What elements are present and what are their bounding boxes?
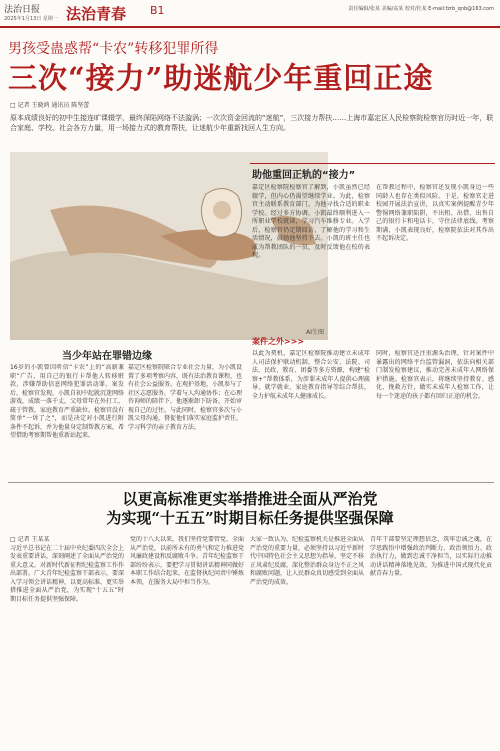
article-byline: □ 记者 王晓鸿 通讯员 陈坚蕾	[10, 102, 90, 109]
article-lead: 原本成绩良好的初中生接连旷课辍学，最终深陷网络不法漩涡；一次次资金回流的“迷航”，三次接力帮扶……上海市嘉定区人民检察院检察官历时近一年，联合家庭、学校、社会各方力量，用一场接力式的教育帮扶，让迷航少年重新找回人生方向。	[10, 114, 494, 132]
body-column: 以此为契机，嘉定区检察院推动建立未成年人司法保护联动机制，整合公安、法院、司法、民政、教育、团委等多方资源，构建“检察+”帮教体系，为涉罪未成年人提供心理疏导、就学就业、家庭教育指导等综合帮扶，全力护航未成年人健康成长。	[252, 350, 370, 400]
editor-credits: 责任编辑/张某 美编/高某 校对/杜某 E-mail:fzrb_qnb@163.com	[348, 6, 494, 12]
body-column: 大家一致认为，纪检监察机关是推进全面从严治党的重要力量，必须坚持以习近平新时代中国特色社会主义思想为指导，坚定不移正风肃纪反腐，深化整治群众身边不正之风和腐败问题，让人民群众真切感受到全面从严治党的成效。	[250, 536, 364, 586]
issue-date: 2025年1月13日 星期一	[4, 16, 58, 22]
article-kicker: 男孩受蛊惑帮“卡农”转移犯罪所得	[8, 41, 219, 57]
case-tag: 案件之外>>>	[252, 337, 305, 346]
subhead-right: 助他重回正轨的“接力”	[252, 170, 356, 181]
body-column: 青年干部要坚定理想信念，筑牢忠诚之魂，在学思践悟中增强政治判断力、政治领悟力、政治执行力，做到忠诚干净担当，以实际行动推动讲话精神落地见效，为推进中国式现代化贡献青春力量。	[370, 536, 492, 577]
body-column: 同时，检察官还注重源头治理，针对案件中暴露出的网络平台监管漏洞，依法向相关部门制发检察建议，推动完善未成年人网络保护措施。检察官表示，将继续坚持教育、感化、挽救方针，做实未成年人检察工作，让每一个迷途的孩子都有回归正途的机会。	[376, 350, 494, 400]
body-column: 16岁的小凯曾因听信“卡农”上的“高薪兼职”广告，用自己的银行卡帮他人转移赃款，涉嫌帮助信息网络犯罪活动罪。案发后，检察官发现，小凯自初中起就沉迷网络游戏，成绩一落千丈，父母常年在外打工，疏于管教，家庭教育严重缺位。检察官没有简单“一诉了之”，而是决定对小凯进行附条件不起诉，并为他量身定制帮教方案，希望借助考察期帮他重新站起来。	[10, 364, 124, 439]
masthead: 法治日报	[4, 5, 41, 15]
section-name: 法治青春	[66, 5, 127, 23]
body-column: 嘉定区检察院联合专业社会力量，为小凯设置了多项考察内容，既有法治教育课程，也有社会公益服务。在观护基地，小凯参与了社区志愿服务，学着与人沟通协作；在心理咨询师的陪伴下，他逐渐卸下防备，开始审视自己的过往。与此同时，检察官多次与小凯父母沟通，督促他们落实家庭监护责任，学习科学的亲子教育方法。	[128, 364, 242, 431]
body-column: 嘉定区检察院检察官了解到，小凯虽然已经辍学，但内心仍渴望继续学业。为此，检察官主动联系教育部门，为他寻找合适的职业学校。经过多方协调，小凯最终顺利进入一所职业学校就读，学习汽车维修专业。入学后，检察官仍定期回访，了解他的学习和生活情况，鼓励他坚持下去。小凯的班主任也成为帮教团队的一员，及时反馈他在校的表现。	[252, 184, 370, 259]
article2-headline: 以更高标准更实举措推进全面从严治党 为实现“十五五”时期目标任务提供坚强保障	[106, 490, 394, 527]
body-column: □ 记者 王某某 习近平总书记在二十届中央纪委四次全会上发表重要讲话，深刻阐述了全面从严治党的重大意义，对新时代新征程纪检监察工作作出部署。广大青年纪检监察干部表示，要深入学习领会讲话精神，以更高标准、更实举措推进全面从严治党，为实现“十五五”时期目标任务提供坚强保障。	[10, 536, 124, 603]
body-column: 党的十八大以来，我们坚持党要管党、全面从严治党，以前所未有的勇气和定力推进党风廉政建设和反腐败斗争。青年纪检监察干部纷纷表示，要把学习贯彻讲话精神同做好本职工作结合起来，在监督执纪问责中锤炼本领，在服务大局中担当作为。	[130, 536, 244, 586]
art-credit: AI生图	[306, 329, 324, 336]
page-header	[0, 0, 500, 28]
page-number: B1	[150, 4, 165, 17]
article-headline: 三次“接力”助迷航少年重回正途	[8, 61, 434, 95]
subhead-left: 当少年站在罪错边缘	[62, 351, 152, 362]
section-divider	[8, 482, 494, 483]
body-column: 在帮教过程中，检察官还发现小凯身边一些同龄人也存在类似风险。于是，检察官走进校园开展法治宣讲，以真实案例提醒青少年警惕网络兼职陷阱，不出租、出借、出售自己的银行卡和电话卡，守住法律底线。考察期满，小凯表现良好，检察院依法对其作出不起诉决定。	[376, 184, 494, 242]
